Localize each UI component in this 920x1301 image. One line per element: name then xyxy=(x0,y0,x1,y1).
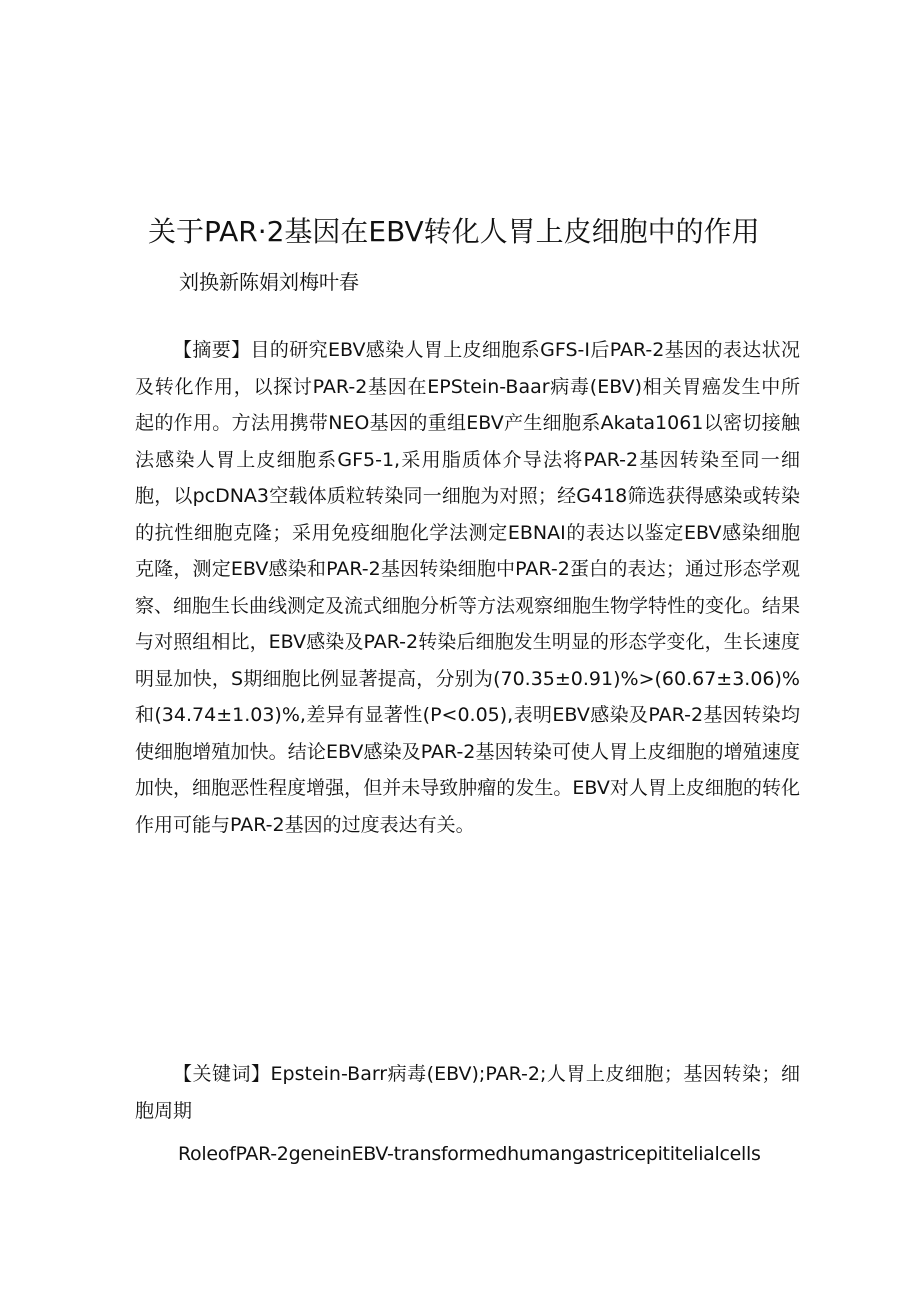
author-list: 刘换新陈娟刘梅叶春 xyxy=(179,270,359,294)
english-title: RoleofPAR-2geneinEBV-transformedhumangastricepititelialcells xyxy=(178,1143,761,1165)
abstract-paragraph: 【摘要】目的研究EBV感染人胃上皮细胞系GFS-I后PAR-2基因的表达状况及转化作用，以探讨PAR-2基因在EPStein-Baar病毒(EBV)相关胃癌发生中所起的作用。方法用携带NEO基因的重组EBV产生细胞系Akata1061以密切接触法感染人胃上皮细胞系GF5-1,采用脂质体介导法将PAR-2基因转染至同一细胞，以pcDNA3空载体质粒转染同一细胞为对照；经G418筛选获得感染或转染的抗性细胞克隆；采用免疫细胞化学法测定EBNAI的表达以鉴定EBV感染细胞克隆，测定EBV感染和PAR-2基因转染细胞中PAR-2蛋白的表达；通过形态学观察、细胞生长曲线测定及流式细胞分析等方法观察细胞生物学特性的变化。结果与对照组相比，EBV感染及PAR-2转染后细胞发生明显的形态学变化，生长速度明显加快，S期细胞比例显著提高，分别为(70.35±0.91)%>(60.67±3.06)%和(34.74±1.03)%,差异有显著性(P<0.05),表明EBV感染及PAR-2基因转染均使细胞增殖加快。结论EBV感染及PAR-2基因转染可使人胃上皮细胞的增殖速度加快，细胞恶性程度增强，但并未导致肿瘤的发生。EBV对人胃上皮细胞的转化作用可能与PAR-2基因的过度表达有关。 xyxy=(135,339,801,836)
paper-title: 关于PAR·2基因在EBV转化人胃上皮细胞中的作用 xyxy=(148,214,760,248)
keywords-paragraph: 【关键词】Epstein-Barr病毒(EBV);PAR-2;人胃上皮细胞；基因转染；细胞周期 xyxy=(135,1063,800,1122)
